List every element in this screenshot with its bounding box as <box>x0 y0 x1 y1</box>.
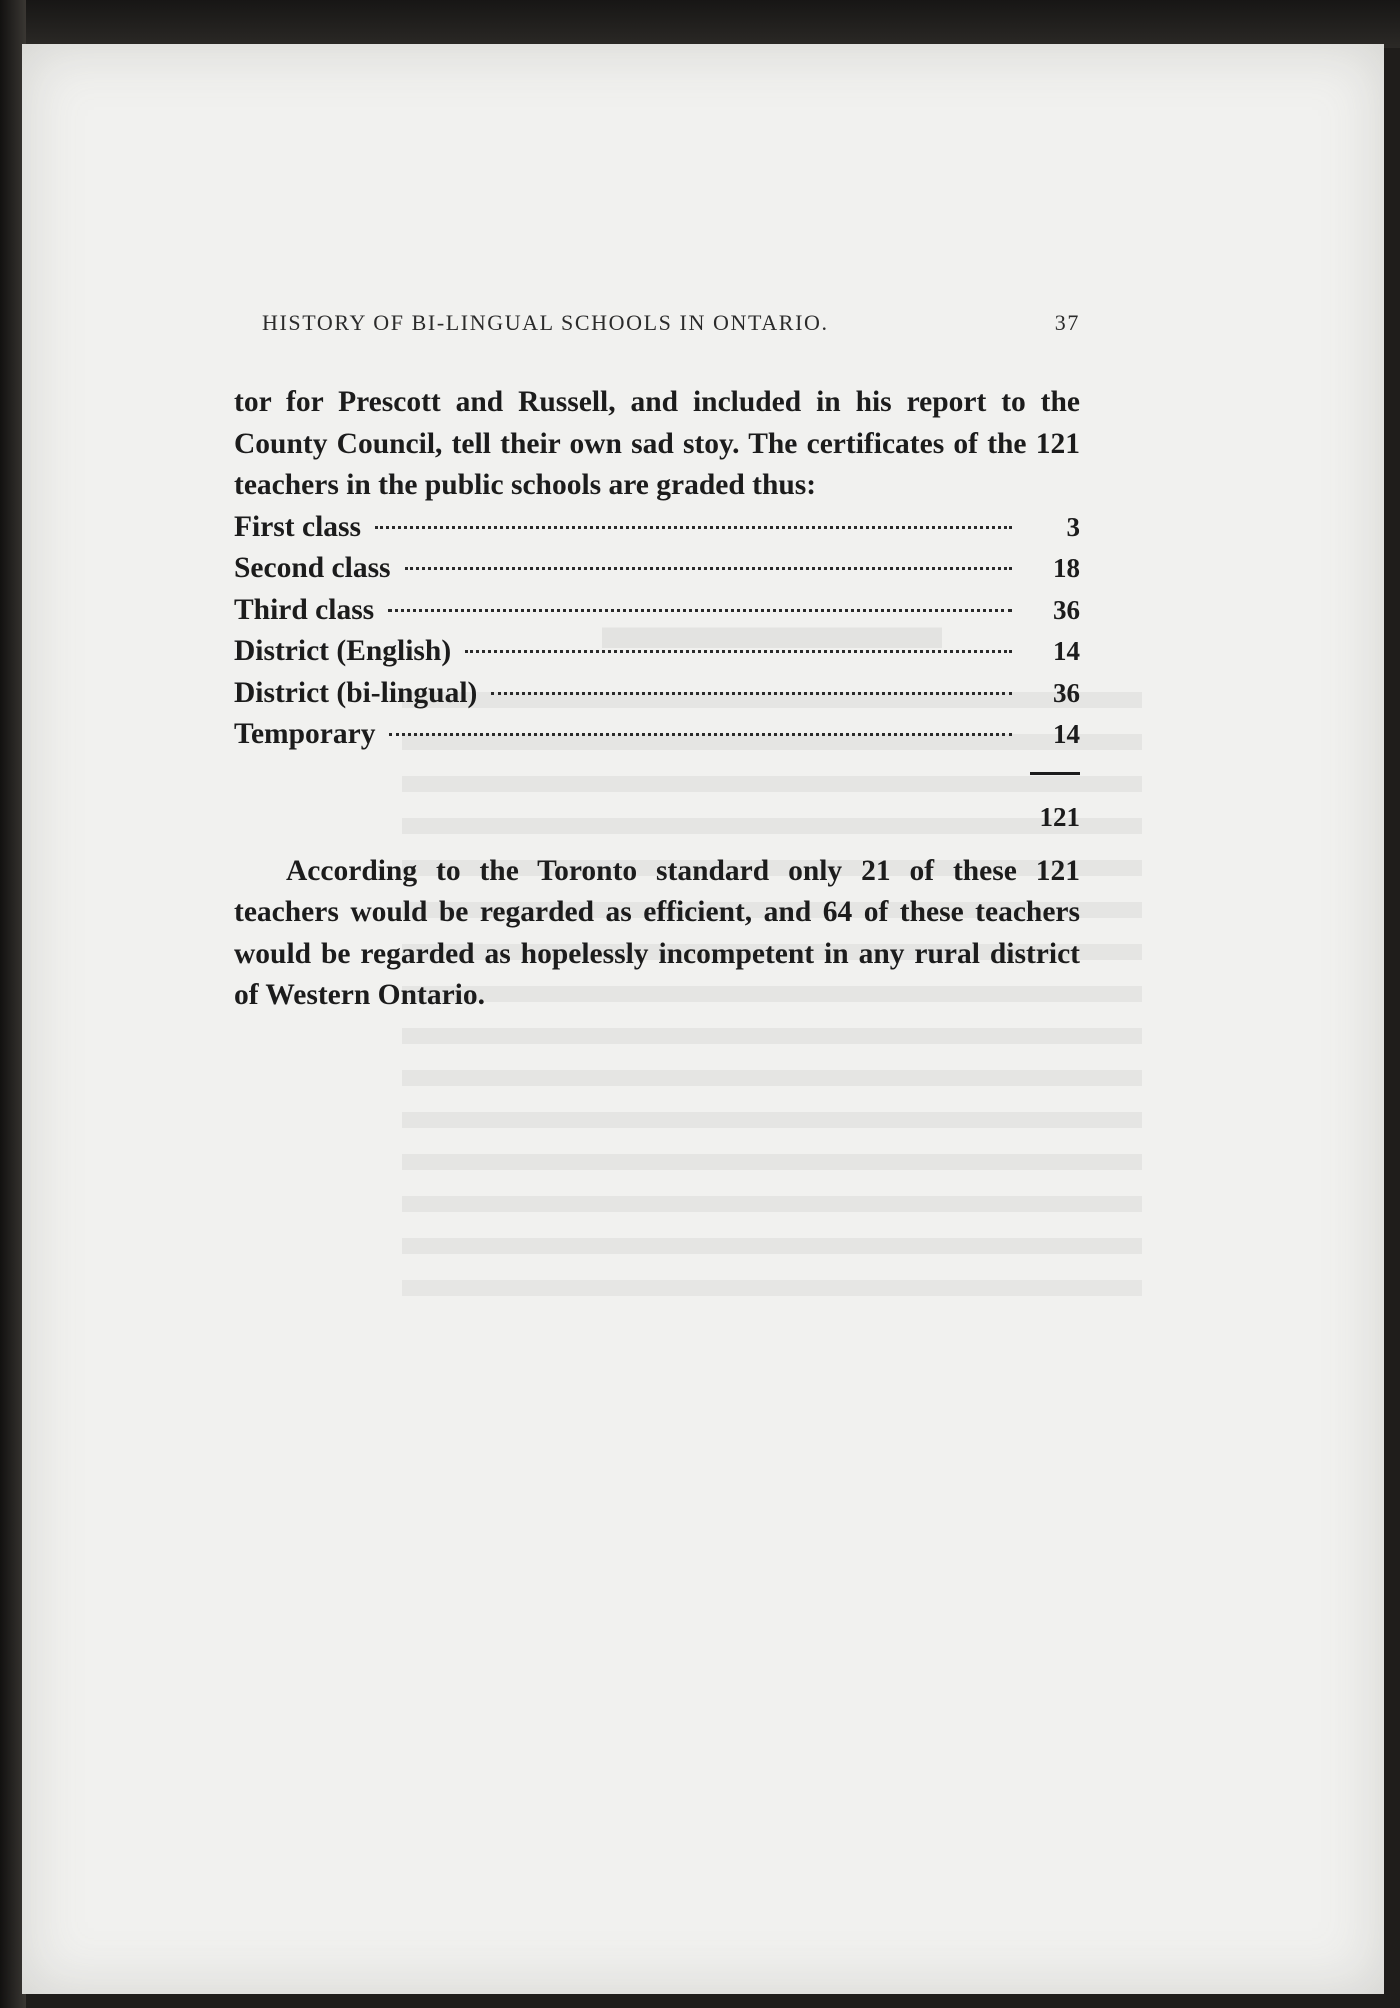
grade-label: Temporary <box>234 718 376 750</box>
certificate-grade-list <box>234 507 1080 756</box>
grade-count: 36 <box>1053 594 1080 625</box>
running-head <box>262 310 1080 336</box>
grade-row <box>234 673 1080 715</box>
dot-leader <box>388 609 1012 612</box>
grade-row <box>234 507 1080 549</box>
book-page <box>22 44 1384 1994</box>
sum-rule <box>1030 772 1080 775</box>
grade-label: First class <box>234 510 361 543</box>
grade-row <box>234 590 1080 632</box>
intro-paragraph: tor for Prescott and Russell, and included in his report to the County Council, tell their own sad stoy. The certificates of the 121 teachers in the public schools are graded thus: <box>234 386 1080 501</box>
dot-leader <box>375 526 1012 529</box>
dot-leader <box>389 733 1012 736</box>
grade-count: 14 <box>1053 719 1080 749</box>
page-number: 37 <box>1054 310 1080 335</box>
dot-leader <box>405 567 1012 570</box>
grade-row <box>234 548 1080 590</box>
grade-label: Third class <box>234 593 375 626</box>
grade-count: 36 <box>1053 677 1080 708</box>
grade-total: 121 <box>1039 802 1080 832</box>
bleed-through-ghost: ▬▬▬▬▬ <box>382 584 1162 1634</box>
running-head-title: HISTORY OF BI-LINGUAL SCHOOLS IN ONTARIO. <box>262 310 829 335</box>
grade-count: 18 <box>1053 553 1080 583</box>
scan-top-edge <box>0 0 1400 48</box>
grade-row <box>234 631 1080 673</box>
grade-count: 14 <box>1053 636 1080 666</box>
conclusion-paragraph: According to the Toronto standard only 21 of these 121 teachers would be regarded as efficient, and 64 of these teachers would be regarded as hopelessly incompetent in any rural district of Western Ontario. <box>234 854 1080 1011</box>
grade-label: District (bi-lingual) <box>234 676 478 709</box>
dot-leader <box>491 692 1012 695</box>
sum-rule-row <box>234 756 1080 798</box>
grade-row <box>234 714 1080 756</box>
grade-count: 3 <box>1066 511 1080 542</box>
grade-label: District (English) <box>234 635 452 667</box>
grade-label: Second class <box>234 552 391 584</box>
page-body <box>234 382 1080 1017</box>
dot-leader <box>465 650 1012 653</box>
